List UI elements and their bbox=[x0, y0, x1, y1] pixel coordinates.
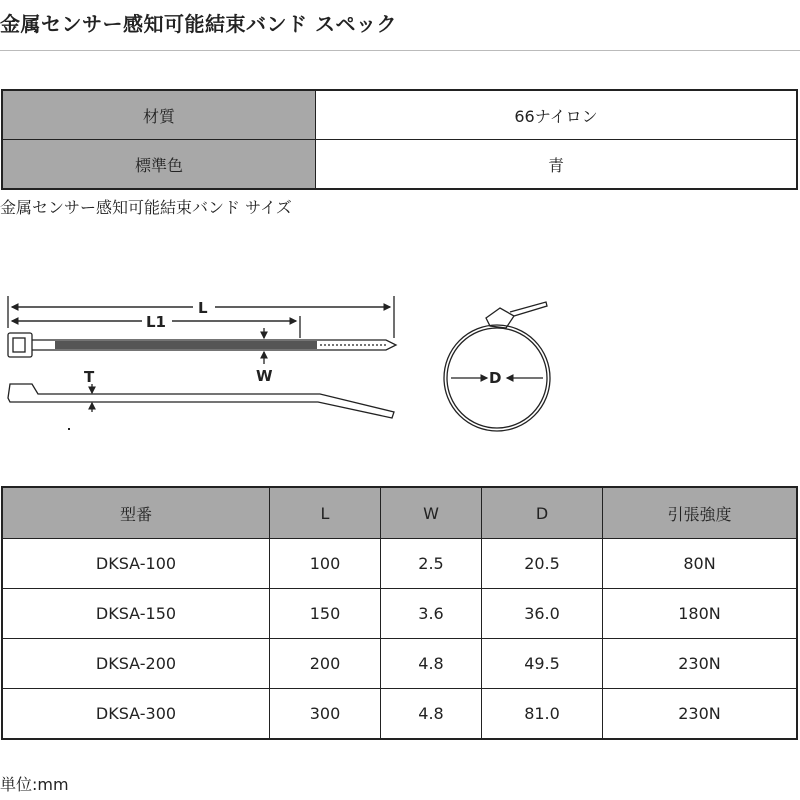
cell-D: 49.5 bbox=[482, 639, 603, 689]
cell-model: DKSA-200 bbox=[2, 639, 270, 689]
page-title: 金属センサー感知可能結束バンド スペック bbox=[0, 12, 397, 36]
spec-value: 66ナイロン bbox=[316, 90, 798, 140]
cell-tensile: 180N bbox=[603, 589, 798, 639]
label-W: W bbox=[256, 367, 273, 385]
header-W: W bbox=[381, 487, 482, 539]
cell-tensile: 80N bbox=[603, 539, 798, 589]
label-L: L bbox=[198, 299, 208, 317]
spec-row bbox=[2, 90, 797, 140]
cell-tensile: 230N bbox=[603, 689, 798, 740]
cell-D: 36.0 bbox=[482, 589, 603, 639]
table-row bbox=[2, 639, 797, 689]
header-tensile-strength: 引張強度 bbox=[603, 487, 798, 539]
cell-L: 100 bbox=[270, 539, 381, 589]
label-T: T bbox=[84, 368, 95, 386]
cable-tie-diagram bbox=[0, 288, 800, 438]
cell-D: 81.0 bbox=[482, 689, 603, 740]
header-model: 型番 bbox=[2, 487, 270, 539]
cell-W: 2.5 bbox=[381, 539, 482, 589]
spec-table bbox=[1, 89, 798, 190]
spec-value: 青 bbox=[316, 140, 798, 190]
cell-tensile: 230N bbox=[603, 639, 798, 689]
unit-note: 単位:mm bbox=[0, 775, 69, 794]
cell-W: 3.6 bbox=[381, 589, 482, 639]
header-D: D bbox=[482, 487, 603, 539]
label-D: D bbox=[489, 369, 502, 387]
spec-row bbox=[2, 140, 797, 190]
cell-model: DKSA-300 bbox=[2, 689, 270, 740]
size-table-header-row bbox=[2, 487, 797, 539]
size-caption: 金属センサー感知可能結束バンド サイズ bbox=[0, 198, 292, 217]
header-L: L bbox=[270, 487, 381, 539]
cell-W: 4.8 bbox=[381, 639, 482, 689]
cell-L: 300 bbox=[270, 689, 381, 740]
cell-D: 20.5 bbox=[482, 539, 603, 589]
label-L1: L1 bbox=[146, 313, 166, 331]
spec-label: 材質 bbox=[2, 90, 316, 140]
table-row bbox=[2, 589, 797, 639]
cell-model: DKSA-150 bbox=[2, 589, 270, 639]
table-row bbox=[2, 689, 797, 740]
cell-model: DKSA-100 bbox=[2, 539, 270, 589]
cell-L: 200 bbox=[270, 639, 381, 689]
table-row bbox=[2, 539, 797, 589]
size-table bbox=[1, 486, 798, 740]
cell-W: 4.8 bbox=[381, 689, 482, 740]
spec-label: 標準色 bbox=[2, 140, 316, 190]
cell-L: 150 bbox=[270, 589, 381, 639]
title-divider bbox=[0, 50, 800, 51]
